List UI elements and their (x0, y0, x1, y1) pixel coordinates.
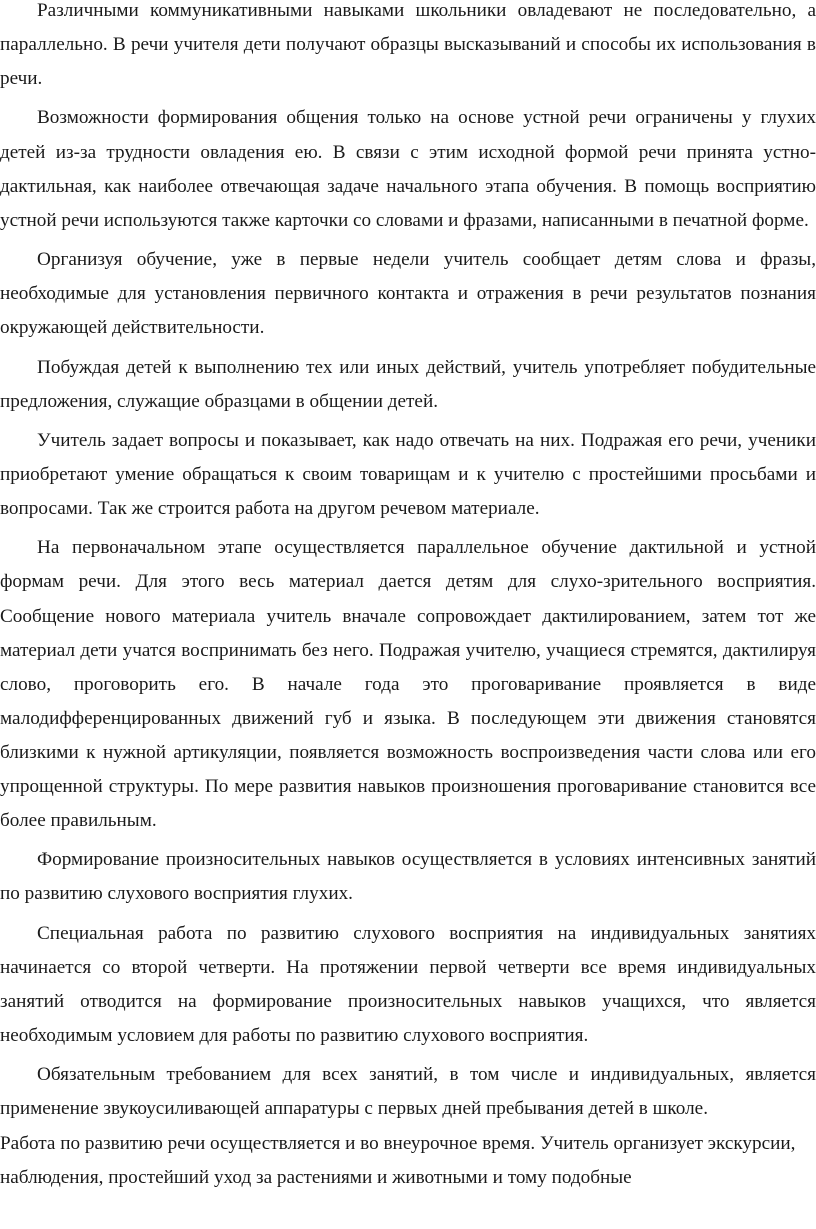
paragraph-communication-skills: Различными коммуникативными навыками школьники овладевают не последовательно, а параллельно. В речи учителя дети получают образцы высказываний и способы их использования в речи. (0, 0, 816, 90)
paragraph-imperative-sentences: Побуждая детей к выполнению тех или иных действий, учитель употребляет побудительные предложения, служащие образцами в общении детей. (0, 356, 816, 412)
paragraph-auditory-perception: Специальная работа по развитию слухового восприятия на индивидуальных занятиях начинается со второй четверти. На протяжении первой четверти все время индивидуальных занятий отводится на формирование произносительных навыков учащихся, что является необходимым условием для работы по развитию слухового восприятия. (0, 922, 816, 1047)
paragraph-initial-stage: На первоначальном этапе осуществляется параллельное обучение дактильной и устной формам речи. Для этого весь материал дается детям для слухо-зрительного восприятия. Сообщение нового материала учитель вначале сопровождает дактилированием, затем тот же материал дети учатся воспринимать без него. Подражая учителю, учащиеся стремятся, дактилируя слово, проговорить его. В начале года это проговаривание проявляется в виде малодифференцированных движений губ и языка. В последующем эти движения становятся близкими к нужной артикуляции, появляется возможность воспроизведения части слова или его упрощенной структуры. По мере развития навыков произношения проговаривание становится все более правильным. (0, 537, 816, 832)
paragraph-sound-amplification: Обязательным требованием для всех занятий, в том числе и индивидуальных, является применение звукоусиливающей аппаратуры с первых дней пребывания детей в школе. (0, 1064, 816, 1120)
paragraph-teacher-questions: Учитель задает вопросы и показывает, как надо отвечать на них. Подражая его речи, ученики приобретают умение обращаться к своим товарищам и к учителю с простейшими просьбами и вопросами. Так же строится работа на другом речевом материале. (0, 429, 816, 520)
paragraph-pronunciation-skills: Формирование произносительных навыков осуществляется в условиях интенсивных занятий по развитию слухового восприятия глухих. (0, 849, 816, 905)
paragraph-extracurricular: Работа по развитию речи осуществляется и во внеурочное время. Учитель организует экскурсии, наблюдения, простейший уход за растениями и животными и тому подобные (0, 1132, 796, 1188)
paragraph-oral-speech-limits: Возможности формирования общения только на основе устной речи ограничены у глухих детей из-за трудности овладения ею. В связи с этим исходной формой речи принята устно-дактильная, как наиболее отвечающая задаче начального этапа обучения. В помощь восприятию устной речи используются также карточки со словами и фразами, написанными в печатной форме. (0, 107, 816, 231)
paragraph-first-weeks: Организуя обучение, уже в первые недели учитель сообщает детям слова и фразы, необходимые для установления первичного контакта и отражения в речи результатов познания окружающей действительности. (0, 249, 816, 339)
